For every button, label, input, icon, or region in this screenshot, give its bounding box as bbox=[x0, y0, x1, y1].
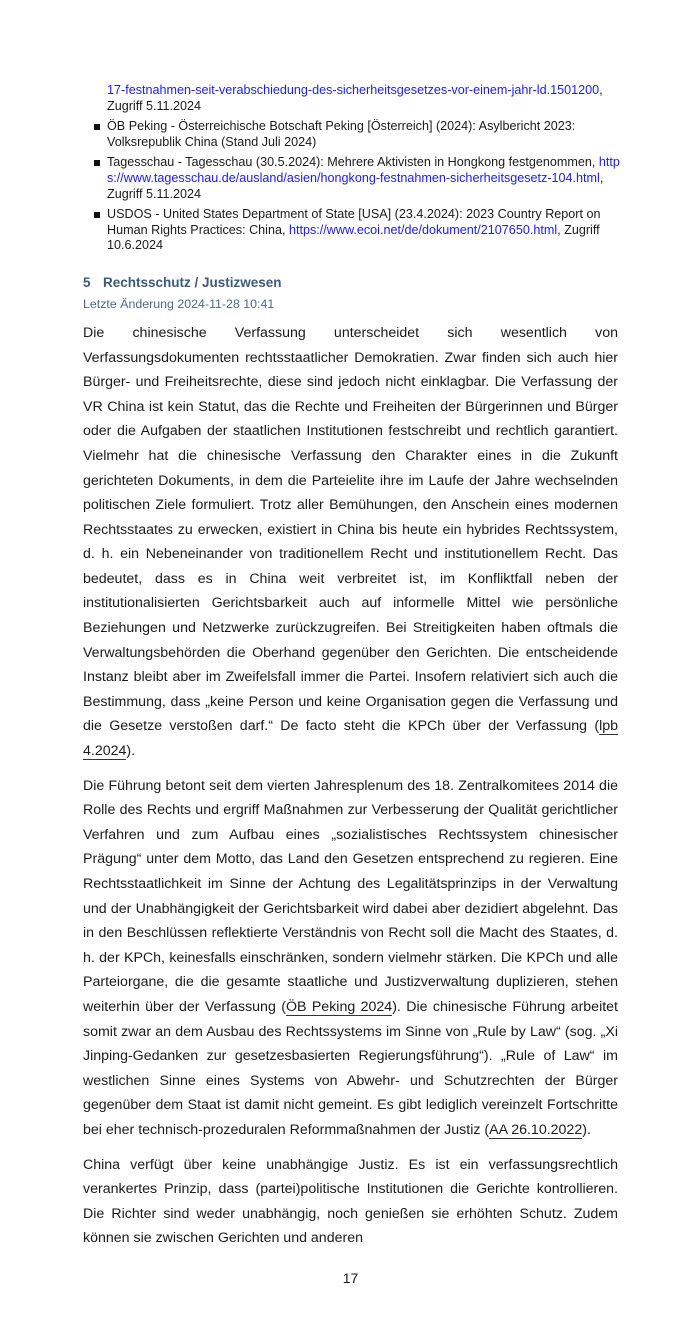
reference-item: ÖB Peking - Österreichische Botschaft Peking [Österreich] (2024): Asylbericht 2023: Volksrepublik China (Stand Juli 2024) bbox=[94, 119, 624, 150]
section-body bbox=[83, 321, 618, 1251]
page-number: 17 bbox=[342, 1269, 359, 1286]
bullet-icon bbox=[94, 124, 100, 130]
paragraph: Die Führung betont seit dem vierten Jahresplenum des 18. Zentralkomitees 2014 die Rolle des Rechts und ergriff Maßnahmen zur Verbesserung der Qualität gerichtlicher Verfahren und zum Aufbau eines „sozialistisches Rechtssystem chinesischer Prägung“ unter dem Motto, das Land den Gesetzen entsprechend zu regieren. Eine Rechtsstaatlichkeit im Sinne der Achtung des Legalitätsprinzips in der Verwaltung und der Unabhängigkeit der Gerichtsbarkeit wird dabei aber dezidiert abgelehnt. Das in den Beschlüssen reflektierte Verständnis von Recht soll die Macht des Staates, d. h. der KPCh, keinesfalls einschränken, sondern vielmehr stärken. Die KPCh und alle Parteiorgane, die die gesamte staatliche und Justizverwaltung duplizieren, stehen weiterhin über der Verfassung (ÖB Peking 2024). Die chinesische Führung arbeitet somit zwar an dem Ausbau des Rechtssystems im Sinne von „Rule by Law“ (sog. „Xi Jinping-Gedanken zur gesetzesbasierten Regierungsführung“). „Rule of Law“ im westlichen Sinne eines Systems von Abwehr- und Schutzrechten der Bürger gegenüber dem Staat ist damit nicht gemeint. Es gibt lediglich vereinzelt Fortschritte bei eher technisch-prozeduralen Reformmaßnahmen der Justiz (AA 26.10.2022). bbox=[83, 777, 618, 1138]
bullet-icon bbox=[94, 212, 100, 218]
section-heading bbox=[83, 274, 618, 291]
reference-link[interactable]: https://www.ecoi.net/de/dokument/2107650.html bbox=[288, 222, 558, 237]
reference-item: Tagesschau - Tagesschau (30.5.2024): Mehrere Aktivisten in Hongkong festgenommen, https://www.tagesschau.de/ausland/asien/hongkong-festnahmen-sicherheitsgesetz-104.html, Zugriff 5.11.2024 bbox=[94, 155, 624, 202]
reference-link[interactable]: https://www.tagesschau.de/ausland/asien/hongkong-festnahmen-sicherheitsgesetz-104.html bbox=[107, 155, 620, 185]
citation-link[interactable]: ÖB Peking 2024 bbox=[285, 998, 393, 1015]
last-changed: Letzte Änderung 2024-11-28 10:41 bbox=[83, 296, 275, 311]
reference-list bbox=[94, 83, 624, 254]
section-title: Rechtsschutz / Justizwesen bbox=[103, 274, 282, 290]
citation-link[interactable]: AA 26.10.2022 bbox=[489, 1121, 583, 1138]
paragraph: Die chinesische Verfassung unterscheidet sich wesentlich von Verfassungsdokumenten rechtsstaatlicher Demokratien. Zwar finden sich auch hier Bürger- und Freiheitsrechte, diese sind jedoch nicht einklagbar. Die Verfassung der VR China ist kein Statut, das die Rechte und Freiheiten der Bürgerinnen und Bürger oder die Aufgaben der staatlichen Institutionen festschreibt und rechtlich garantiert. Vielmehr hat die chinesische Verfassung den Charakter eines in die Zukunft gerichteten Dokuments, in dem die Parteielite ihre im Laufe der Jahre wechselnden politischen Ziele formuliert. Trotz aller Bemühungen, den Anschein eines modernen Rechtsstaates zu erwecken, existiert in China bis heute ein hybrides Rechtssystem, d. h. ein Nebeneinander von traditionellem Recht und institutionellem Recht. Das bedeutet, dass es in China weit verbreitet ist, im Konfliktfall neben der institutionalisierten Gerichtsbarkeit auch auf informelle Mittel wie persönliche Beziehungen und Netzwerke zurückzugreifen. Bei Streitigkeiten haben oftmals die Verwaltungsbehörden die Oberhand gegenüber den Gerichten. Die entscheidende Instanz bleibt aber im Zweifelsfall immer die Partei. Insofern relativiert sich auch die Bestimmung, dass „keine Person und keine Organisation gegen die Verfassung und die Gesetze verstoßen darf.“ De facto steht die KPCh über der Verfassung (lpb 4.2024). bbox=[83, 324, 618, 760]
section-number: 5 bbox=[83, 274, 91, 290]
bullet-icon bbox=[94, 160, 100, 166]
citation-link[interactable]: lpb 4.2024 bbox=[83, 718, 618, 760]
paragraph: China verfügt über keine unabhängige Justiz. Es ist ein verfassungsrechtlich verankertes Prinzip, dass (partei)politische Institutionen die Gerichte kontrollieren. Die Richter sind weder unabhängig, noch genießen sie erhöhten Schutz. Zudem können sie zwischen Gerichten und anderen bbox=[83, 1156, 618, 1247]
reference-link[interactable]: 17-festnahmen-seit-verabschiedung-des-sicherheitsgesetzes-vor-einem-jahr-ld.1501200 bbox=[107, 83, 600, 97]
reference-item: USDOS - United States Department of State [USA] (23.4.2024): 2023 Country Report on Human Rights Practices: China, https://www.ecoi.net/de/dokument/2107650.html, Zugriff 10.6.2024 bbox=[94, 207, 624, 254]
reference-item: 17-festnahmen-seit-verabschiedung-des-sicherheitsgesetzes-vor-einem-jahr-ld.1501200, Zugriff 5.11.2024 bbox=[107, 83, 603, 113]
